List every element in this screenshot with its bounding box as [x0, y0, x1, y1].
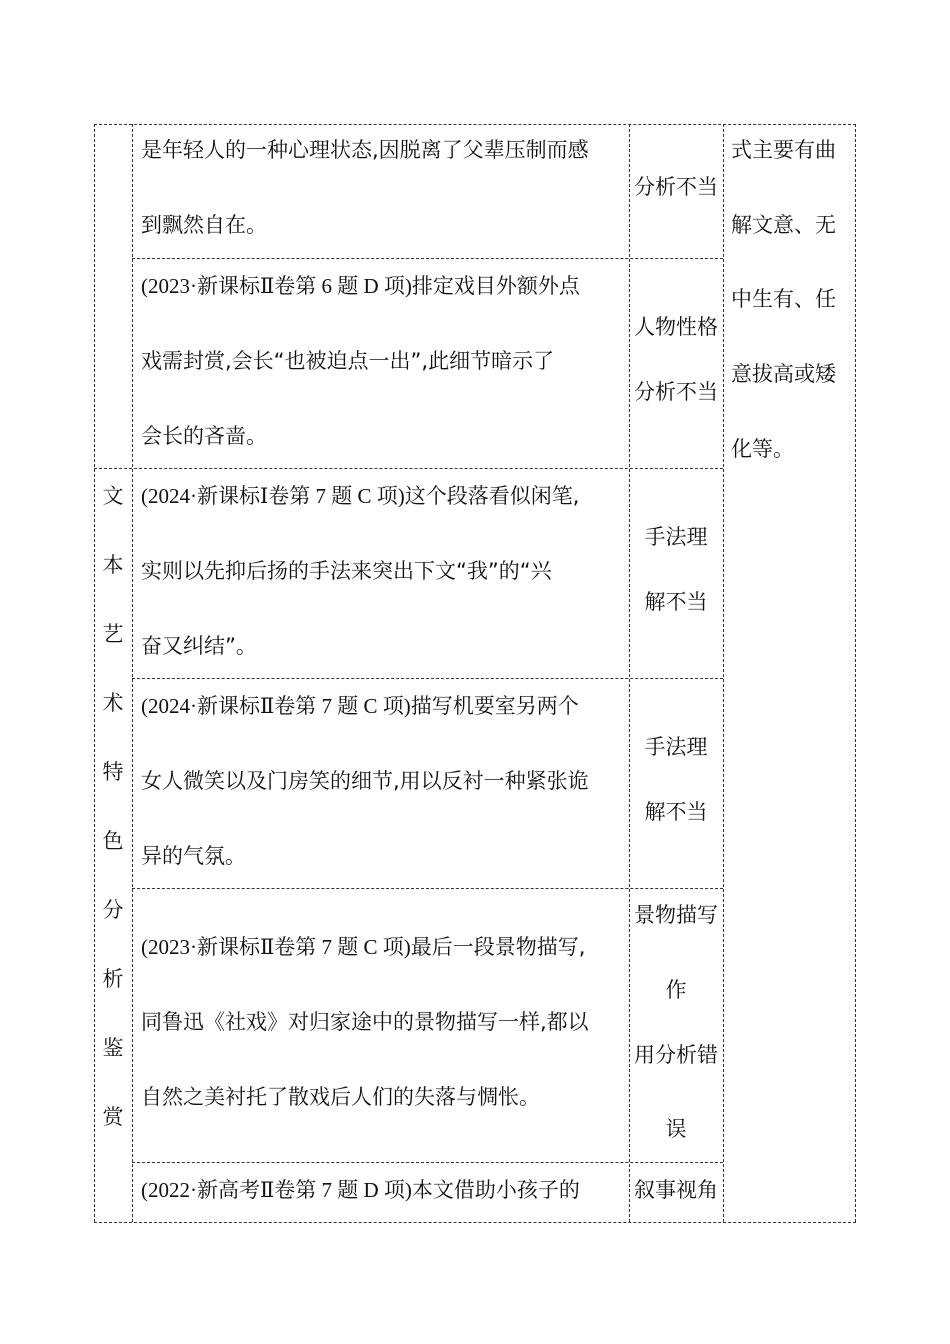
row2-error-type-2: 分析不当	[634, 380, 718, 404]
note-line-2: 解文意、无	[731, 213, 836, 237]
row1-line2: 到飘然自在。	[141, 213, 267, 237]
note-line-1: 式主要有曲	[731, 138, 836, 162]
row4-line1-text: 描写机要室另两个	[410, 694, 579, 718]
category-char-4: 术	[102, 691, 124, 715]
note-line-3: 中生有、任	[731, 287, 836, 311]
category-char-8: 析	[102, 967, 124, 991]
row3-line2: 实则以先抑后扬的手法来突出下文“我”的“兴	[141, 559, 552, 583]
category-char-1: 文	[102, 484, 124, 508]
row2-ref: (2023·新课标Ⅱ卷第 6 题 D 项)	[141, 274, 412, 298]
row5-line1-text: 最后一段景物描写,	[410, 935, 586, 959]
row5-error-type-3: 用分析错	[634, 1043, 718, 1067]
category-char-2: 本	[102, 553, 124, 577]
row6-ref: (2022·新高考Ⅱ卷第 7 题 D 项)	[141, 1178, 412, 1202]
row4-line1	[141, 669, 579, 744]
note-line-4: 意拔高或矮	[731, 362, 836, 386]
category-char-5: 特	[102, 760, 124, 784]
row2-line2: 戏需封赏,会长“也被迫点一出”,此细节暗示了	[141, 349, 555, 373]
row1-error-type: 分析不当	[634, 175, 718, 199]
row5-line3: 自然之美衬托了散戏后人们的失落与惆怅。	[141, 1085, 540, 1109]
row6-line1	[141, 1153, 580, 1228]
row1-line1: 是年轻人的一种心理状态,因脱离了父辈压制而感	[141, 138, 589, 162]
row4-error-type-2: 解不当	[644, 800, 708, 824]
row6-line1-text: 本文借助小孩子的	[411, 1178, 580, 1202]
row5-error-type-1: 景物描写	[634, 903, 718, 927]
row4-line3: 异的气氛。	[141, 844, 246, 868]
row5-ref: (2023·新课标Ⅱ卷第 7 题 C 项)	[141, 935, 411, 959]
row5-line2: 同鲁迅《社戏》对归家途中的景物描写一样,都以	[141, 1010, 589, 1034]
category-char-7: 分	[102, 898, 124, 922]
category-char-9: 鉴	[102, 1036, 124, 1060]
table-right-border	[855, 124, 856, 1222]
row2-line1-text: 排定戏目外额外点	[411, 274, 580, 298]
row3-line1	[141, 459, 579, 534]
row5-error-type-4: 误	[665, 1117, 687, 1141]
row2-line1	[141, 249, 580, 324]
row3-line3: 奋又纠结”。	[141, 634, 257, 658]
category-char-3: 艺	[102, 622, 124, 646]
note-line-5: 化等。	[731, 437, 794, 461]
row3-ref: (2024·新课标Ⅰ卷第 7 题 C 项)	[141, 484, 405, 508]
row5-line1	[141, 910, 585, 985]
row6-error-type: 叙事视角	[634, 1178, 718, 1202]
row2-line3: 会长的吝啬。	[141, 424, 267, 448]
row3-error-type-2: 解不当	[644, 590, 708, 614]
row2-error-type-1: 人物性格	[634, 315, 718, 339]
category-char-6: 色	[102, 829, 124, 853]
row3-error-type-1: 手法理	[644, 525, 708, 549]
row4-ref: (2024·新课标Ⅱ卷第 7 题 C 项)	[141, 694, 411, 718]
row3-line1-text: 这个段落看似闲笔,	[404, 484, 580, 508]
row4-error-type-1: 手法理	[644, 735, 708, 759]
row4-line2: 女人微笑以及门房笑的细节,用以反衬一种紧张诡	[141, 769, 589, 793]
category-label	[94, 462, 132, 1152]
column-divider-1	[132, 124, 133, 1222]
row5-error-type-2: 作	[665, 978, 687, 1002]
category-char-10: 赏	[102, 1105, 124, 1129]
